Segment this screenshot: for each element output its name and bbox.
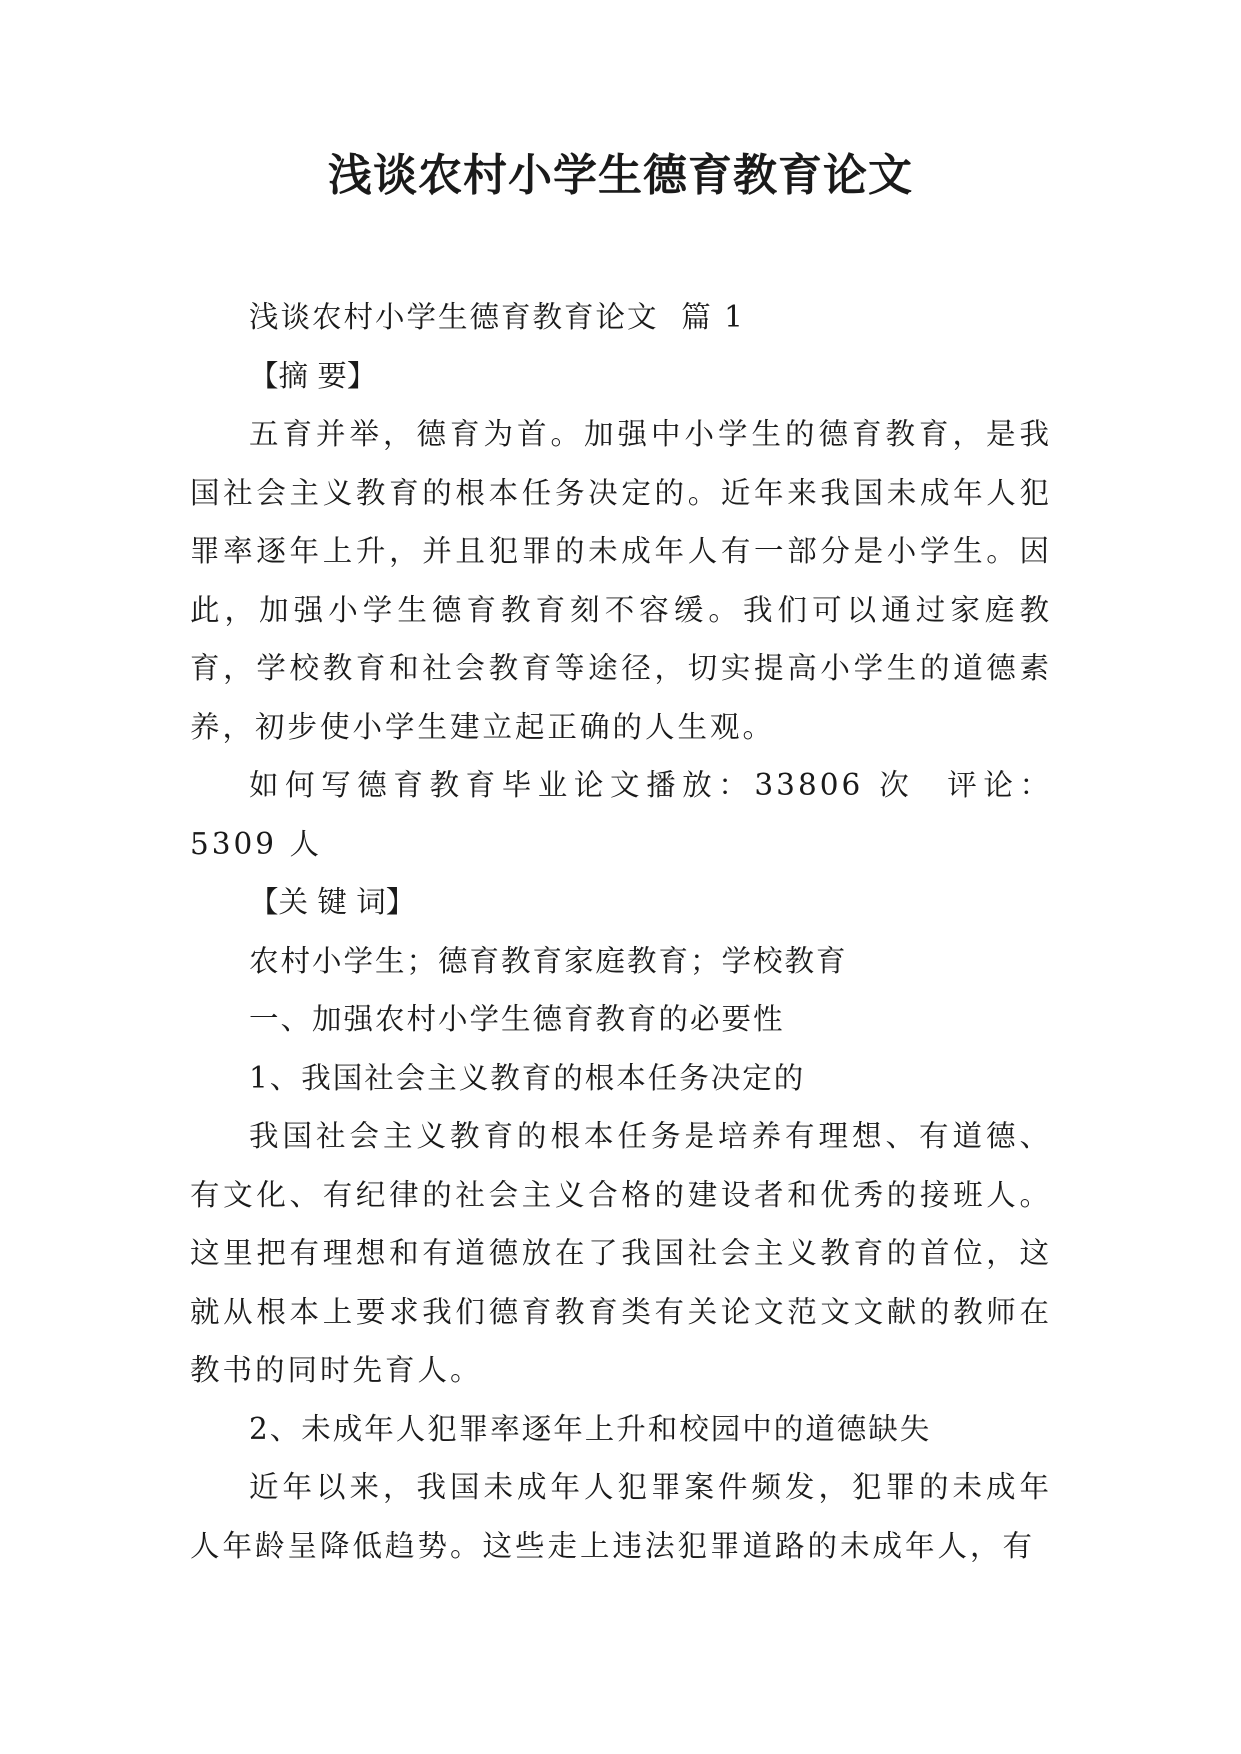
keywords-label: 【关 键 词】 (249, 885, 416, 919)
section-heading-1: 一、加强农村小学生德育教育的必要性 (249, 1002, 785, 1036)
subsection-heading-2: 2、未成年人犯罪率逐年上升和校园中的道德缺失 (249, 1411, 932, 1446)
article-info-line: 如何写德育教育毕业论文播放：33806 次 评论：5309 人 (190, 768, 1052, 861)
section-heading: 浅谈农村小学生德育教育论文 篇 1 (249, 300, 745, 334)
body-paragraph: 近年以来，我国未成年人犯罪案件频发，犯罪的未成年人年龄呈降低趋势。这些走上违法犯罪道路的未成年人，有 (190, 1470, 1052, 1563)
keywords-list: 农村小学生；德育教育家庭教育；学校教育 (249, 943, 848, 978)
abstract-label: 【摘 要】 (249, 358, 377, 393)
document-title: 浅谈农村小学生德育教育论文 (328, 150, 913, 201)
subsection-heading-1: 1、我国社会主义教育的根本任务决定的 (249, 1060, 806, 1095)
body-paragraph: 我国社会主义教育的根本任务是培养有理想、有道德、有文化、有纪律的社会主义合格的建设者和优秀的接班人。这里把有理想和有道德放在了我国社会主义教育的首位，这就从根本上要求我们德育教育类有关论文范文文献的教师在教书的同时先育人。 (190, 1119, 1052, 1387)
document-body (190, 288, 1052, 1575)
abstract-paragraph: 五育并举，德育为首。加强中小学生的德育教育，是我国社会主义教育的根本任务决定的。近年来我国未成年人犯罪率逐年上升，并且犯罪的未成年人有一部分是小学生。因此，加强小学生德育教育刻不容缓。我们可以通过家庭教育，学校教育和社会教育等途径，切实提高小学生的道德素养，初步使小学生建立起正确的人生观。 (190, 417, 1052, 744)
